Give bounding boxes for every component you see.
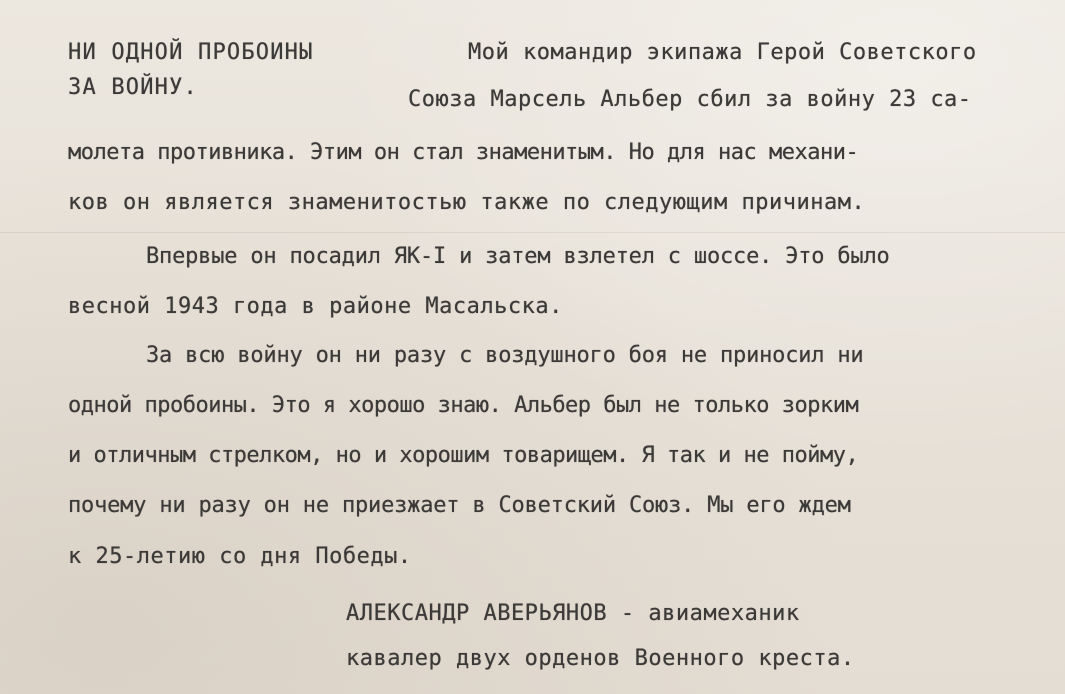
signature-title-line: кавалер двух орденов Военного креста.	[346, 646, 855, 671]
paper-fold-line	[0, 232, 1065, 233]
body-line-8: одной пробоины. Это я хорошо знаю. Альбер был не только зорким	[68, 393, 859, 418]
body-line-9: и отличным стрелком, но и хорошим товарищем. Я так и не пойму,	[68, 443, 859, 468]
body-line-2: Союза Марсель Альбер сбил за войну 23 са-	[408, 87, 972, 112]
body-line-7: За всю войну он ни разу с воздушного боя не приносил ни	[146, 343, 864, 368]
heading-line-2: ЗА ВОЙНУ.	[68, 75, 199, 100]
body-line-4: ков он является знаменитостью также по следующим причинам.	[68, 190, 866, 215]
body-line-1: Мой командир экипажа Герой Советского	[468, 40, 977, 65]
body-line-5: Впервые он посадил ЯК-I и затем взлетел с шоссе. Это было	[146, 244, 890, 269]
heading-line-1: НИ ОДНОЙ ПРОБОИНЫ	[68, 40, 314, 65]
body-line-10: почему ни разу он не приезжает в Советский Союз. Мы его ждем	[68, 493, 851, 518]
body-line-11: к 25-летию со дня Победы.	[68, 544, 412, 569]
body-line-6: весной 1943 года в районе Масальска.	[68, 294, 563, 319]
signature-name-line: АЛЕКСАНДР АВЕРЬЯНОВ - авиамеханик	[346, 601, 800, 626]
body-line-3: молета противника. Этим он стал знаменитым. Но для нас механи-	[68, 140, 859, 165]
